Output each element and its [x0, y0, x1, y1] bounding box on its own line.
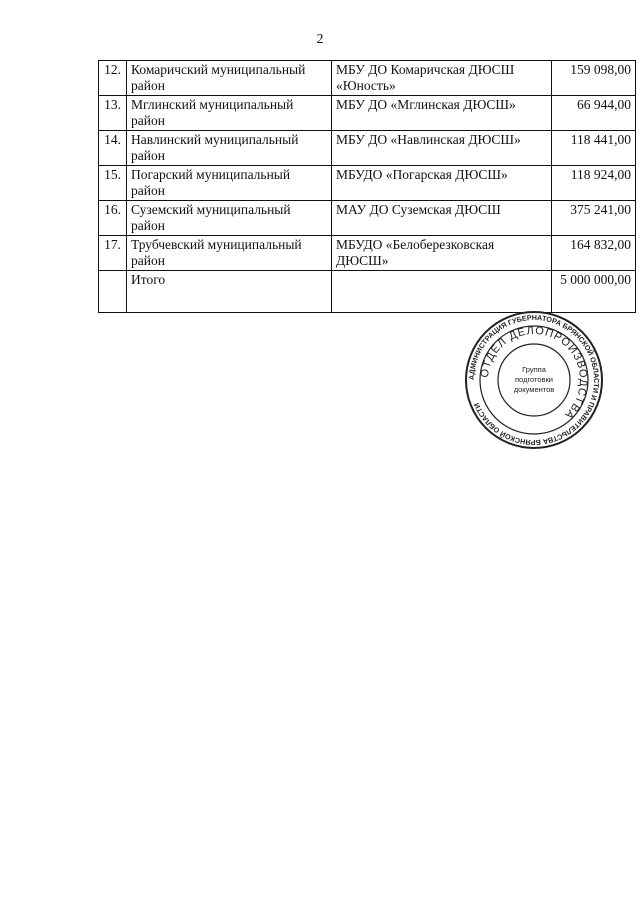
table-body: [99, 61, 636, 313]
district-name: Трубчевский муниципальный район: [127, 236, 332, 271]
table-row: [99, 131, 636, 166]
organization-name: МАУ ДО Суземская ДЮСШ: [332, 201, 552, 236]
district-name: Навлинский муниципальный район: [127, 131, 332, 166]
row-number: 12.: [99, 61, 127, 96]
stamp-graphic: [464, 310, 604, 450]
organization-name: МБУ ДО «Навлинская ДЮСШ»: [332, 131, 552, 166]
table-row: [99, 61, 636, 96]
total-label: Итого: [127, 271, 332, 313]
organization-name: МБУ ДО Комаричская ДЮСШ «Юность»: [332, 61, 552, 96]
amount: 66 944,00: [552, 96, 636, 131]
total-amount: 5 000 000,00: [552, 271, 636, 313]
row-number: 13.: [99, 96, 127, 131]
empty-cell: [332, 271, 552, 313]
district-name: Мглинский муниципальный район: [127, 96, 332, 131]
district-name: Суземский муниципальный район: [127, 201, 332, 236]
table-row: [99, 96, 636, 131]
table-row: [99, 166, 636, 201]
stamp-middle-text: ОТДЕЛ ДЕЛОПРОИЗВОДСТВА: [478, 324, 590, 422]
stamp-outer-text: АДМИНИСТРАЦИЯ ГУБЕРНАТОРА БРЯНСКОЙ ОБЛАСТИ И ПРАВИТЕЛЬСТВА БРЯНСКОЙ ОБЛАСТИ: [466, 312, 602, 448]
total-row: [99, 271, 636, 313]
row-number: 15.: [99, 166, 127, 201]
row-number: 16.: [99, 201, 127, 236]
organization-name: МБУ ДО «Мглинская ДЮСШ»: [332, 96, 552, 131]
district-name: Комаричский муниципальный район: [127, 61, 332, 96]
amount: 118 441,00: [552, 131, 636, 166]
organization-name: МБУДО «Белоберезковская ДЮСШ»: [332, 236, 552, 271]
page-number: 2: [316, 32, 324, 47]
district-name: Погарский муниципальный район: [127, 166, 332, 201]
amount: 164 832,00: [552, 236, 636, 271]
stamp-center-line-3: документов: [513, 385, 555, 394]
table-row: [99, 236, 636, 271]
stamp-center-line-2: подготовки: [515, 375, 553, 384]
row-number: 17.: [99, 236, 127, 271]
row-number: 14.: [99, 131, 127, 166]
stamp-center-line-1: Группа: [522, 365, 546, 374]
official-stamp: [464, 310, 604, 450]
organization-name: МБУДО «Погарская ДЮСШ»: [332, 166, 552, 201]
amount: 118 924,00: [552, 166, 636, 201]
amount: 375 241,00: [552, 201, 636, 236]
allocation-table: [98, 60, 636, 313]
empty-cell: [99, 271, 127, 313]
table-row: [99, 201, 636, 236]
amount: 159 098,00: [552, 61, 636, 96]
